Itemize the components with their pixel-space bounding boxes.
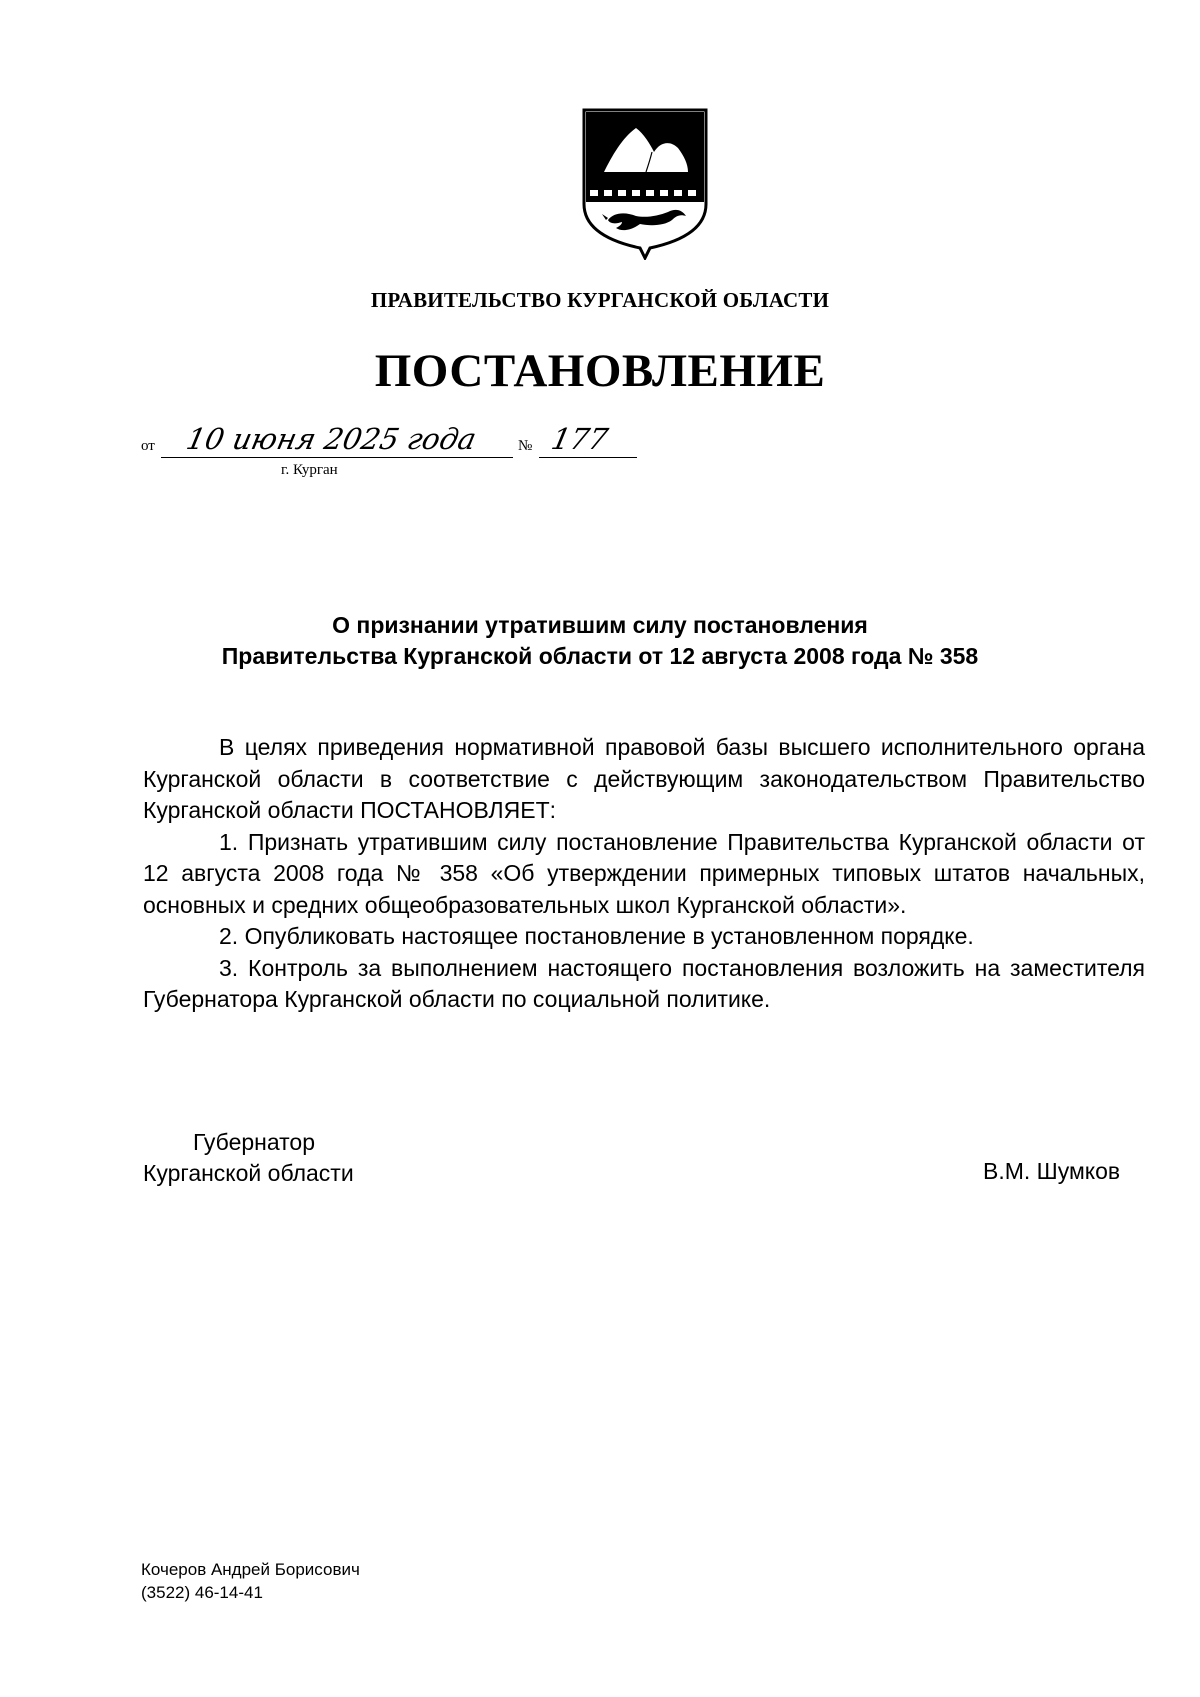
executor-info [141,1558,360,1604]
signatory-position [143,1127,354,1189]
number-label: № [518,438,533,454]
executor-phone: (3522) 46-14-41 [141,1583,263,1602]
item-paragraph: 2. Опубликовать настоящее постановление в установленном порядке. [219,923,974,949]
date-label: от [141,438,155,454]
document-type-title: ПОСТАНОВЛЕНИЕ [374,345,826,397]
date-underline [161,457,513,458]
government-title: ПРАВИТЕЛЬСТВО КУРГАНСКОЙ ОБЛАСТИ [370,288,830,312]
handwritten-number: 177 [548,422,611,456]
item-paragraph: 3. Контроль за выполнением настоящего постановления возложить на заместителя Губернатора Курганской области по социальной политике. [143,954,1145,1012]
position-line: Губернатор [193,1129,316,1155]
city-label: г. Курган [281,462,338,478]
signatory-name: В.М. Шумков [983,1158,1121,1184]
handwritten-date: 10 июня 2025 года [183,422,480,456]
number-underline [539,457,637,458]
executor-name: Кочеров Андрей Борисович [141,1560,360,1579]
document-subject [130,610,1070,672]
subject-line: О признании утратившим силу постановления [332,612,868,638]
preamble-paragraph: В целях приведения нормативной правовой базы высшего исполнительного органа Курганской области в соответствие с действующим законодательством Правительство Курганской области ПОСТАНОВЛЯЕТ: [143,734,1145,823]
position-line: Курганской области [143,1160,354,1186]
coat-of-arms-icon [580,108,710,260]
date-number-block [141,422,641,482]
subject-line: Правительства Курганской области от 12 августа 2008 года № 358 [221,643,979,669]
item-paragraph: 1. Признать утратившим силу постановление Правительства Курганской области от 12 августа 2008 года № 358 «Об утверждении примерных типовых штатов начальных, основных и средних общеобразовательных школ Курганской области». [143,828,1145,918]
document-body [143,732,1145,1016]
